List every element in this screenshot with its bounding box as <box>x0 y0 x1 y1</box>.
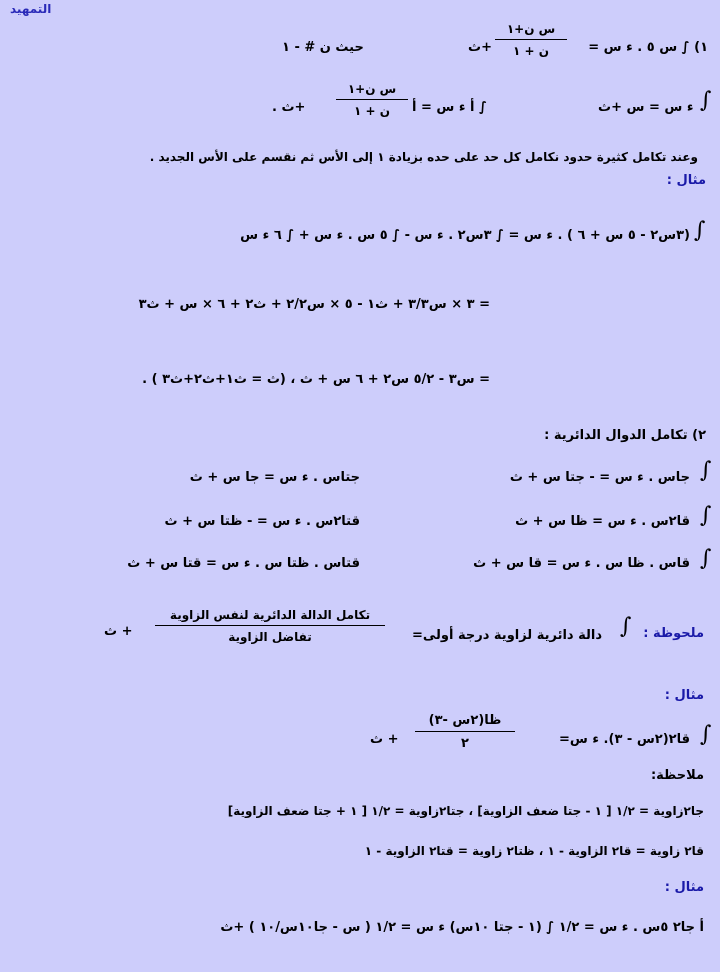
rule2-formula2a: قا٢س . ء س = ظا س + ث <box>515 514 690 529</box>
example1-heading: مثال : <box>666 173 706 188</box>
note1-text: وعند تكامل كثيرة حدود نكامل كل حد على حده بزيادة ١ إلى الأس ثم نقسم على الأس الجديد . <box>149 150 698 164</box>
rule1-plus-c: +ث <box>468 40 492 55</box>
integral-sign: ∫ <box>700 88 712 113</box>
example1-line1: (٣س٢ - ٥ س + ٦ ) . ء س = ∫ ٣س٢ . ء س - ∫ ٥ س . ء س + ∫ ٦ ء س <box>240 228 690 243</box>
rule1-line2-a: ء س = س +ث <box>598 100 694 115</box>
rule1-fraction2 <box>336 82 408 118</box>
integral-sign: ∫ <box>700 458 712 483</box>
example2-heading: مثال : <box>664 688 704 703</box>
fraction-denominator: ن + ١ <box>513 44 549 58</box>
note2-label: ملحوظة : <box>643 626 704 641</box>
note2-tail: + ث <box>104 624 133 639</box>
example1-line2: = ٣ × س٣/٣ + ث١ - ٥ × س٢/٢ + ث٢ + ٦ × س + ث٣ <box>138 297 490 312</box>
rule2-heading: ٢) تكامل الدوال الدائرية : <box>544 428 706 443</box>
rule2-formula3a: قاس . ظا س . ء س = قا س + ث <box>473 556 690 571</box>
example2-left: قا٢(٢س - ٣). ء س= <box>559 732 690 747</box>
integral-sign: ∫ <box>694 218 706 243</box>
page-header-title[interactable]: التمهيد <box>10 2 52 16</box>
integral-sign: ∫ <box>700 503 712 528</box>
rule2-formula1a: جاس . ء س = - جتا س + ث <box>509 470 690 485</box>
note3-label: ملاحظة: <box>650 768 704 783</box>
rule1-line2-end: +ث . <box>272 100 306 115</box>
integral-sign: ∫ <box>620 614 632 639</box>
example1-line3: = س٣ - ٥/٢ س٢ + ٦ س + ث ، (ث = ث١+ث٢+ث٣ ) . <box>142 372 490 387</box>
fraction-numerator: س ن+١ <box>336 82 408 100</box>
integral-sign: ∫ <box>700 546 712 571</box>
note2-fraction <box>155 608 385 644</box>
rule2-formula1b: جتاس . ء س = جا س + ث <box>189 470 360 485</box>
rule1-line1-left: حيث ن # - ١ <box>282 40 364 55</box>
fraction-denominator: ٢ <box>461 736 469 751</box>
note3-line2: قا٢ زاوية = قا٢ الزاوية - ١ ، ظتا٢ زاوية = قتا٢ الزاوية - ١ <box>364 844 704 858</box>
rule2-formula3b: قتاس . ظتا س . ء س = قتا س + ث <box>127 556 360 571</box>
rule1-fraction1 <box>495 22 567 58</box>
fraction-numerator: ظا(٢س -٣) <box>415 713 515 732</box>
note3-line1: جا٢زاوية = ١/٢ [ ١ - جتا ضعف الزاوية] ، جتا٢زاوية = ١/٢ [ ١ + جتا ضعف الزاوية] <box>227 804 704 818</box>
rule1-line1-right: ١) ∫ س ٥ . ء س = <box>588 40 708 55</box>
rule1-line2-b: ∫ أ ء س = أ <box>412 100 487 115</box>
example3-heading: مثال : <box>664 880 704 895</box>
example2-tail: + ث <box>370 732 399 747</box>
example2-fraction <box>415 713 515 751</box>
fraction-numerator: تكامل الدالة الدائرية لنفس الزاوية <box>155 608 385 626</box>
example3-line: أ جا٢ ٥س . ء س = ١/٢ ∫ (١ - جتا ١٠س) ء س = ١/٢ ( س - جا١٠س/١٠ ) +ث <box>220 920 704 935</box>
note2-text: دالة دائرية لزاوية درجة أولى= <box>412 628 602 643</box>
integral-sign: ∫ <box>700 722 712 747</box>
rule2-formula2b: قتا٢س . ء س = - ظتا س + ث <box>164 514 360 529</box>
fraction-numerator: س ن+١ <box>495 22 567 40</box>
fraction-denominator: تفاضل الزاوية <box>228 630 312 644</box>
fraction-denominator: ن + ١ <box>354 104 390 118</box>
